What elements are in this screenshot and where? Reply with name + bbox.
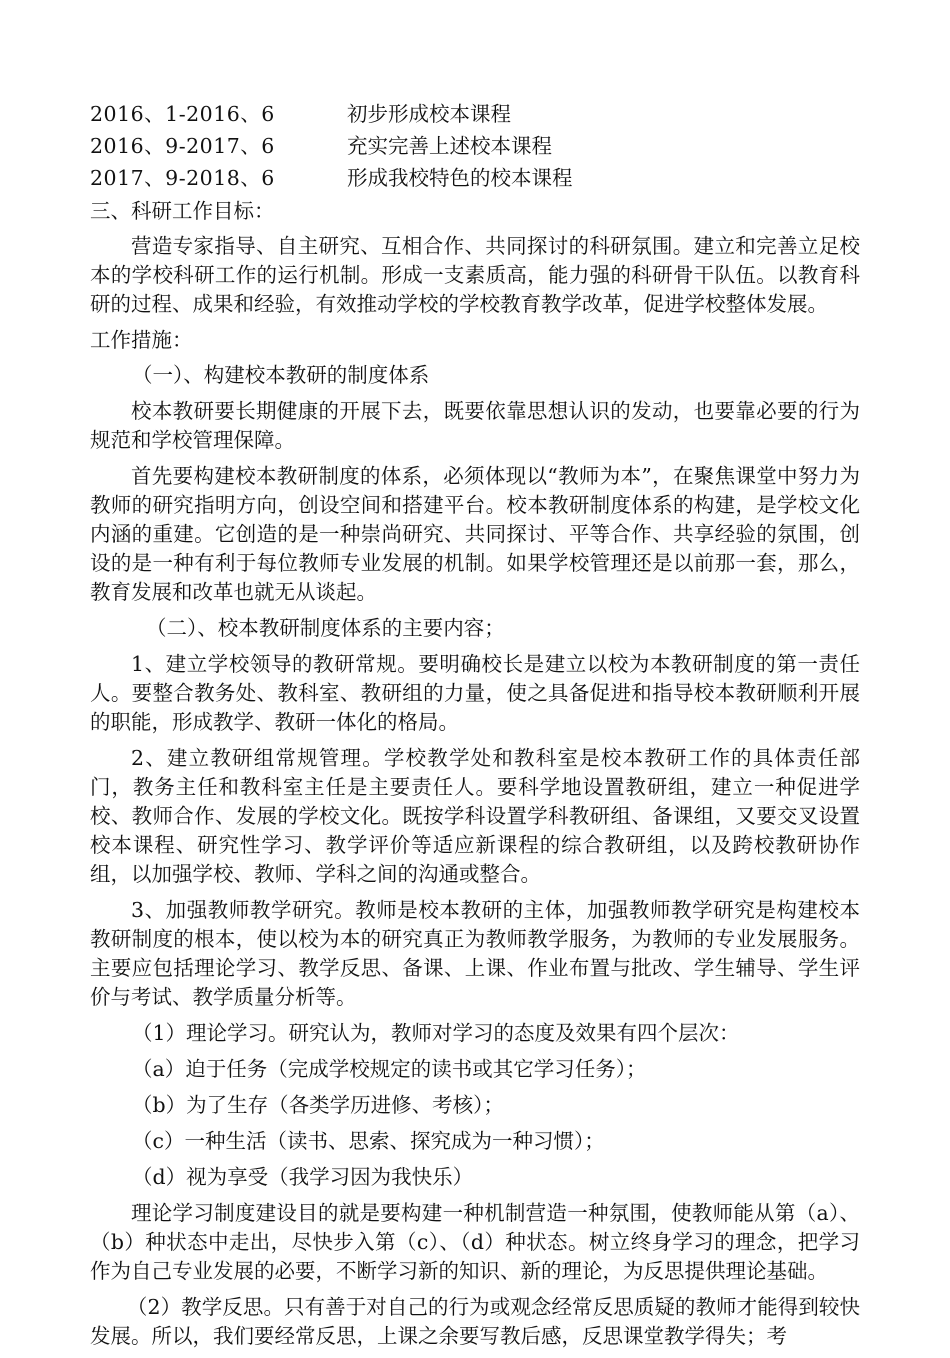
level-item: （a）迫于任务（完成学校规定的读书或其它学习任务）；: [132, 1057, 647, 1081]
schedule-row: [90, 98, 860, 130]
list-item-2: 2、建立教研组常规管理。学校教学处和教科室是校本教研工作的具体责任部门，教务主任和教科室主任是主要责任人。要科学地设置教研组，建立一种促进学校、教师合作、发展的学校文化。既按学科设置学科教研组、备课组，又要交叉设置校本课程、研究性学习、教学评价等适应新课程的综合教研组，以及跨校教研协作组，以加强学校、教师、学科之间的沟通或整合。: [90, 746, 860, 886]
list-item-1: 1、建立学校领导的教研常规。要明确校长是建立以校为本教研制度的第一责任人。要整合教务处、教科室、教研组的力量，使之具备促进和指导校本教研顺利开展的职能，形成教学、教研一体化的格局。: [90, 652, 860, 734]
reflection-paragraph: （2）教学反思。只有善于对自己的行为或观念经常反思质疑的教师才能得到较快发展。所以，我们要经常反思，上课之余要写教后感，反思课堂教学得失；考: [90, 1295, 860, 1348]
level-item: （c）一种生活（读书、思索、探究成为一种习惯）；: [132, 1129, 605, 1153]
paragraph-1: 校本教研要长期健康的开展下去，既要依靠思想认识的发动，也要靠必要的行为规范和学校管理保障。: [90, 399, 860, 452]
schedule-date: 2017、9-2018、6: [90, 166, 275, 190]
paragraph-2: 首先要构建校本教研制度的体系，必须体现以“教师为本”，在聚焦课堂中努力为教师的研究指明方向，创设空间和搭建平台。校本教研制度体系的构建，是学校文化内涵的重建。它创造的是一种崇尚研究、共同探讨、平等合作、共享经验的氛围，创设的是一种有利于每位教师专业发展的机制。如果学校管理还是以前那一套，那么，教育发展和改革也就无从谈起。: [90, 464, 860, 604]
section-heading-goals: 三、科研工作目标：: [90, 199, 275, 223]
goals-paragraph: 营造专家指导、自主研究、互相合作、共同探讨的科研氛围。建立和完善立足校本的学校科研工作的运行机制。形成一支素质高，能力强的科研骨干队伍。以教育科研的过程、成果和经验，有效推动学校的学校教育教学改革，促进学校整体发展。: [90, 234, 860, 316]
schedule-desc: 充实完善上述校本课程: [347, 134, 552, 158]
subsection-heading-1: （一）、构建校本教研的制度体系: [132, 363, 430, 387]
measures-heading: 工作措施：: [90, 328, 193, 352]
theory-heading: （1）理论学习。研究认为，教师对学习的态度及效果有四个层次：: [132, 1021, 740, 1045]
schedule-row: [90, 162, 860, 194]
list-item-3: 3、加强教师教学研究。教师是校本教研的主体，加强教师教学研究是构建校本教研制度的根本，使以校为本的研究真正为教师教学服务，为教师的专业发展服务。主要应包括理论学习、教学反思、备课、上课、作业布置与批改、学生辅导、学生评价与考试、教学质量分析等。: [90, 898, 860, 1009]
level-item: （d）视为享受（我学习因为我快乐）: [132, 1165, 474, 1189]
document-page: [90, 98, 860, 1358]
schedule-desc: 初步形成校本课程: [347, 102, 511, 126]
theory-paragraph: 理论学习制度建设目的就是要构建一种机制营造一种氛围，使教师能从第（a）、（b）种状态中走出，尽快步入第（c）、（d）种状态。树立终身学习的理念，把学习作为自己专业发展的必要，不断学习新的知识、新的理论，为反思提供理论基础。: [90, 1201, 860, 1283]
subsection-heading-2: （二）、校本教研制度体系的主要内容；: [146, 616, 505, 640]
level-item: （b）为了生存（各类学历进修、考核）；: [132, 1093, 504, 1117]
schedule-date: 2016、9-2017、6: [90, 134, 275, 158]
schedule-row: [90, 130, 860, 162]
schedule-date: 2016、1-2016、6: [90, 102, 275, 126]
schedule-desc: 形成我校特色的校本课程: [347, 166, 573, 190]
